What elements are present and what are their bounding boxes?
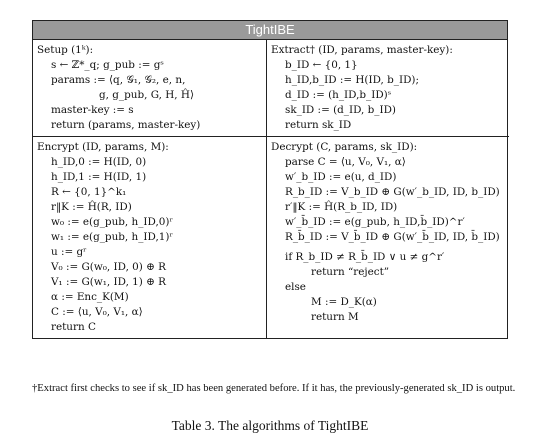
table-caption: Table 3. The algorithms of TightIBE bbox=[171, 418, 369, 433]
decrypt-line: w′_b̄_ID := e(g_pub, h_ID,b̄_ID)^r′ bbox=[285, 216, 465, 228]
algorithms-box bbox=[32, 20, 508, 339]
setup-header: Setup (1ᵏ): bbox=[37, 44, 94, 56]
extract-line: d_ID := (h_ID,b_ID)ˢ bbox=[285, 89, 392, 101]
encrypt-line: w₁ := e(g_pub, h_ID,1)ʳ bbox=[51, 231, 174, 243]
extract-line: sk_ID := (d_ID, b_ID) bbox=[285, 104, 396, 116]
decrypt-line: if R_b_ID ≠ R_b̄_ID ∨ u ≠ g^r′ bbox=[285, 251, 445, 263]
encrypt-line: return C bbox=[51, 321, 96, 333]
box-title: TightIBE bbox=[32, 20, 508, 40]
encrypt-line: h_ID,1 := H(ID, 1) bbox=[51, 171, 147, 183]
decrypt-line: M := D_K(α) bbox=[311, 296, 377, 308]
encrypt-line: V₁ := G(w₁, ID, 1) ⊕ R bbox=[51, 276, 166, 288]
decrypt-cell bbox=[267, 137, 509, 338]
extract-line: h_ID,b_ID := H(ID, b_ID); bbox=[285, 74, 419, 86]
encrypt-line: α := Enc_K(M) bbox=[51, 291, 129, 303]
extract-header: Extract† (ID, params, master-key): bbox=[271, 44, 453, 56]
setup-cell bbox=[33, 40, 267, 137]
encrypt-line: h_ID,0 := H(ID, 0) bbox=[51, 156, 147, 168]
encrypt-line: r‖K := Ĥ(R, ID) bbox=[51, 201, 132, 213]
encrypt-line: R ← {0, 1}^k₁ bbox=[51, 186, 127, 198]
decrypt-line: R_b̄_ID := V_b̄_ID ⊕ G(w′_b̄_ID, ID, b̄_ID) bbox=[285, 231, 500, 243]
decrypt-line: return “reject” bbox=[311, 266, 390, 278]
extract-cell bbox=[267, 40, 509, 137]
encrypt-line: V₀ := G(w₀, ID, 0) ⊕ R bbox=[51, 261, 166, 273]
encrypt-line: w₀ := e(g_pub, h_ID,0)ʳ bbox=[51, 216, 174, 228]
setup-line: master-key := s bbox=[51, 104, 134, 116]
setup-line: s ← ℤ*_q; g_pub := gˢ bbox=[51, 59, 164, 71]
encrypt-line: C := ⟨u, V₀, V₁, α⟩ bbox=[51, 306, 143, 318]
setup-line: return (params, master-key) bbox=[51, 119, 201, 131]
extract-line: return sk_ID bbox=[285, 119, 352, 131]
decrypt-line: return M bbox=[311, 311, 359, 323]
algorithms-grid bbox=[32, 40, 508, 339]
decrypt-line: parse C = ⟨u, V₀, V₁, α⟩ bbox=[285, 156, 406, 168]
decrypt-line: w′_b_ID := e(u, d_ID) bbox=[285, 171, 397, 183]
decrypt-line: r′‖K := Ĥ(R_b_ID, ID) bbox=[285, 201, 398, 213]
encrypt-line: u := gʳ bbox=[51, 246, 87, 258]
decrypt-line: R_b_ID := V_b_ID ⊕ G(w′_b_ID, ID, b_ID) bbox=[285, 186, 500, 198]
encrypt-cell bbox=[33, 137, 267, 338]
decrypt-line: else bbox=[285, 281, 306, 293]
encrypt-header: Encrypt (ID, params, M): bbox=[37, 141, 169, 153]
setup-line: params := ⟨q, 𝒢₁, 𝒢₂, e, n, bbox=[51, 74, 186, 86]
setup-line: g, g_pub, G, H, Ĥ⟩ bbox=[99, 89, 195, 101]
footnote: †Extract first checks to see if sk_ID has been generated before. If it has, the previously-generated sk_ID is output. bbox=[32, 383, 516, 394]
decrypt-header: Decrypt (C, params, sk_ID): bbox=[271, 141, 418, 153]
extract-line: b_ID ← {0, 1} bbox=[285, 59, 358, 71]
